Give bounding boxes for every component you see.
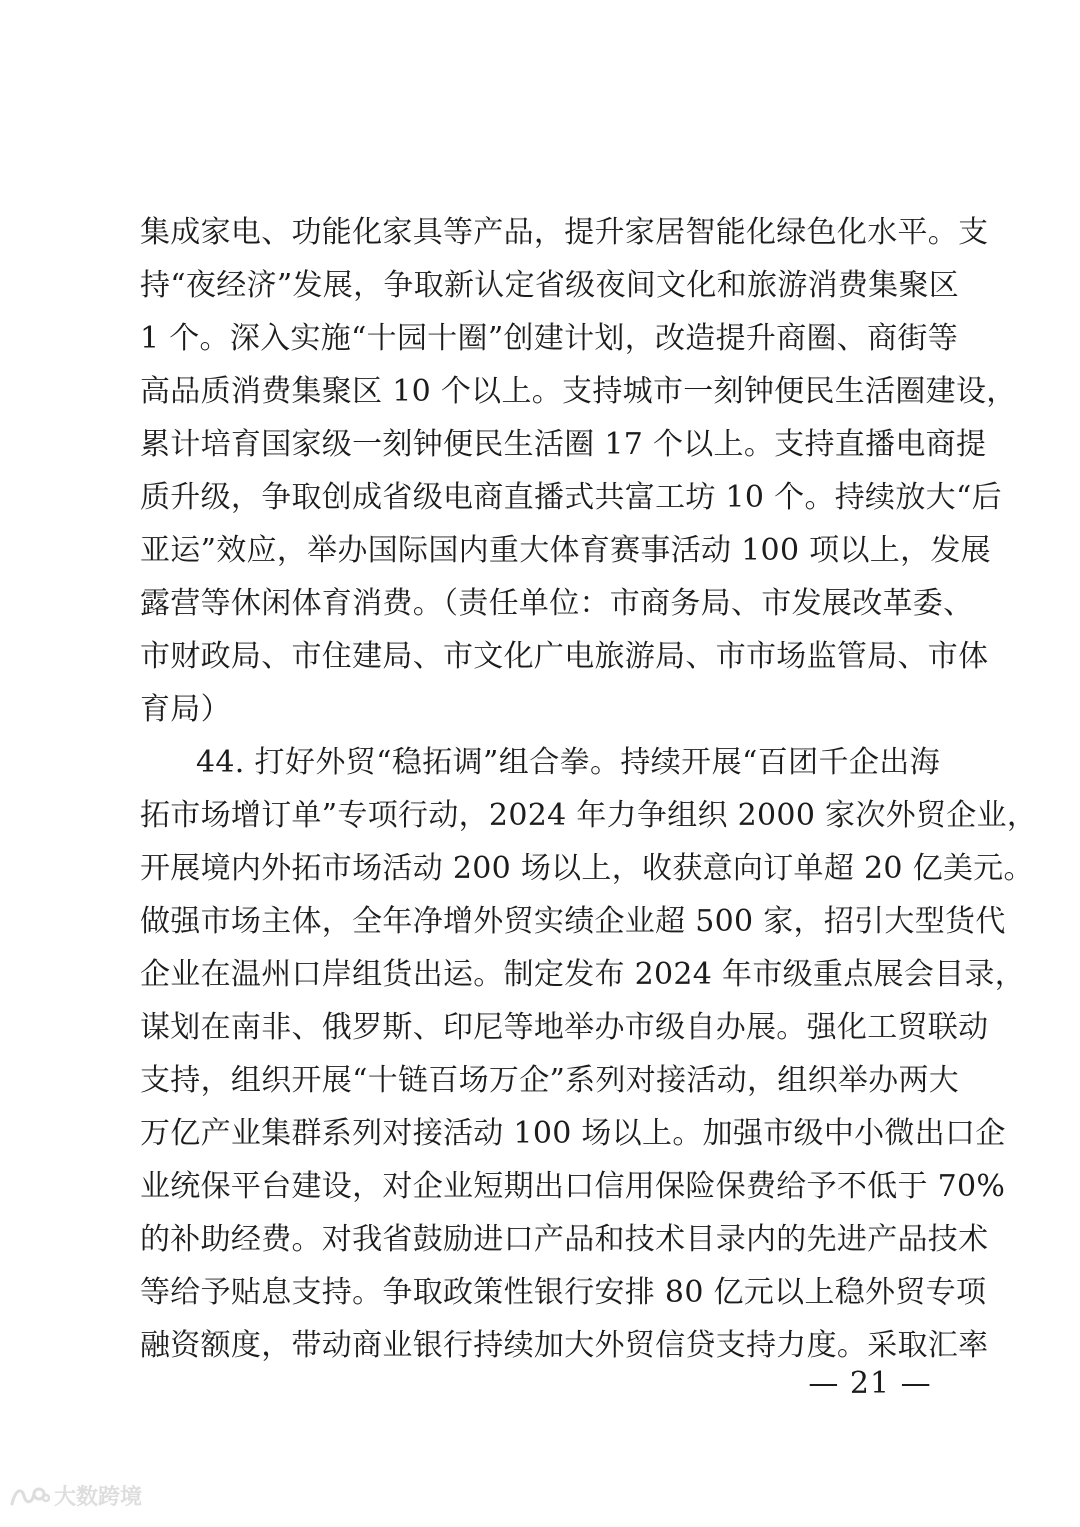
text-line: 露营等休闲体育消费。（责任单位：市商务局、市发展改革委、	[140, 586, 974, 621]
text-line: 质升级，争取创成省级电商直播式共富工坊 10 个。持续放大“后	[140, 480, 1002, 515]
text-line: 支持，组织开展“十链百场万企”系列对接活动，组织举办两大	[140, 1063, 960, 1098]
text-line: 业统保平台建设，对企业短期出口信用保险保费给予不低于 70%	[140, 1169, 1006, 1204]
text-line: 万亿产业集群系列对接活动 100 场以上。加强市级中小微出口企	[140, 1116, 1006, 1151]
paragraph-heading-line: 44. 打好外贸“稳拓调”组合拳。持续开展“百团千企出海	[196, 745, 940, 780]
text-line: 亚运”效应，举办国际国内重大体育赛事活动 100 项以上，发展	[140, 533, 991, 568]
text-line: 开展境内外拓市场活动 200 场以上，收获意向订单超 20 亿美元。	[140, 851, 1034, 886]
text-line: 持“夜经济”发展，争取新认定省级夜间文化和旅游消费集聚区	[140, 268, 960, 303]
page-number: — 21 —	[808, 1366, 932, 1401]
text-line: 的补助经费。对我省鼓励进口产品和技术目录内的先进产品技术	[140, 1222, 989, 1257]
text-line: 集成家电、功能化家具等产品，提升家居智能化绿色化水平。支	[140, 215, 989, 250]
text-line: 融资额度，带动商业银行持续加大外贸信贷支持力度。采取汇率	[140, 1328, 989, 1363]
text-line: 市财政局、市住建局、市文化广电旅游局、市市场监管局、市体	[140, 639, 989, 674]
text-line: 谋划在南非、俄罗斯、印尼等地举办市级自办展。强化工贸联动	[140, 1010, 989, 1045]
text-line: 1 个。深入实施“十园十圈”创建计划，改造提升商圈、商街等	[140, 321, 958, 356]
text-line: 累计培育国家级一刻钟便民生活圈 17 个以上。支持直播电商提	[140, 427, 987, 462]
watermark	[8, 1480, 142, 1511]
text-line: 育局）	[140, 692, 231, 727]
watermark-text: 大数跨境	[54, 1485, 143, 1510]
text-line: 拓市场增订单”专项行动，2024 年力争组织 2000 家次外贸企业，	[140, 798, 1038, 833]
text-line: 高品质消费集聚区 10 个以上。支持城市一刻钟便民生活圈建设，	[140, 374, 1017, 409]
text-line: 企业在温州口岸组货出运。制定发布 2024 年市级重点展会目录，	[140, 957, 1026, 992]
logo-icon	[8, 1484, 50, 1508]
text-line: 做强市场主体，全年净增外贸实绩企业超 500 家，招引大型货代	[140, 904, 1006, 939]
text-line: 等给予贴息支持。争取政策性银行安排 80 亿元以上稳外贸专项	[140, 1275, 987, 1310]
body-text	[140, 206, 1038, 1372]
